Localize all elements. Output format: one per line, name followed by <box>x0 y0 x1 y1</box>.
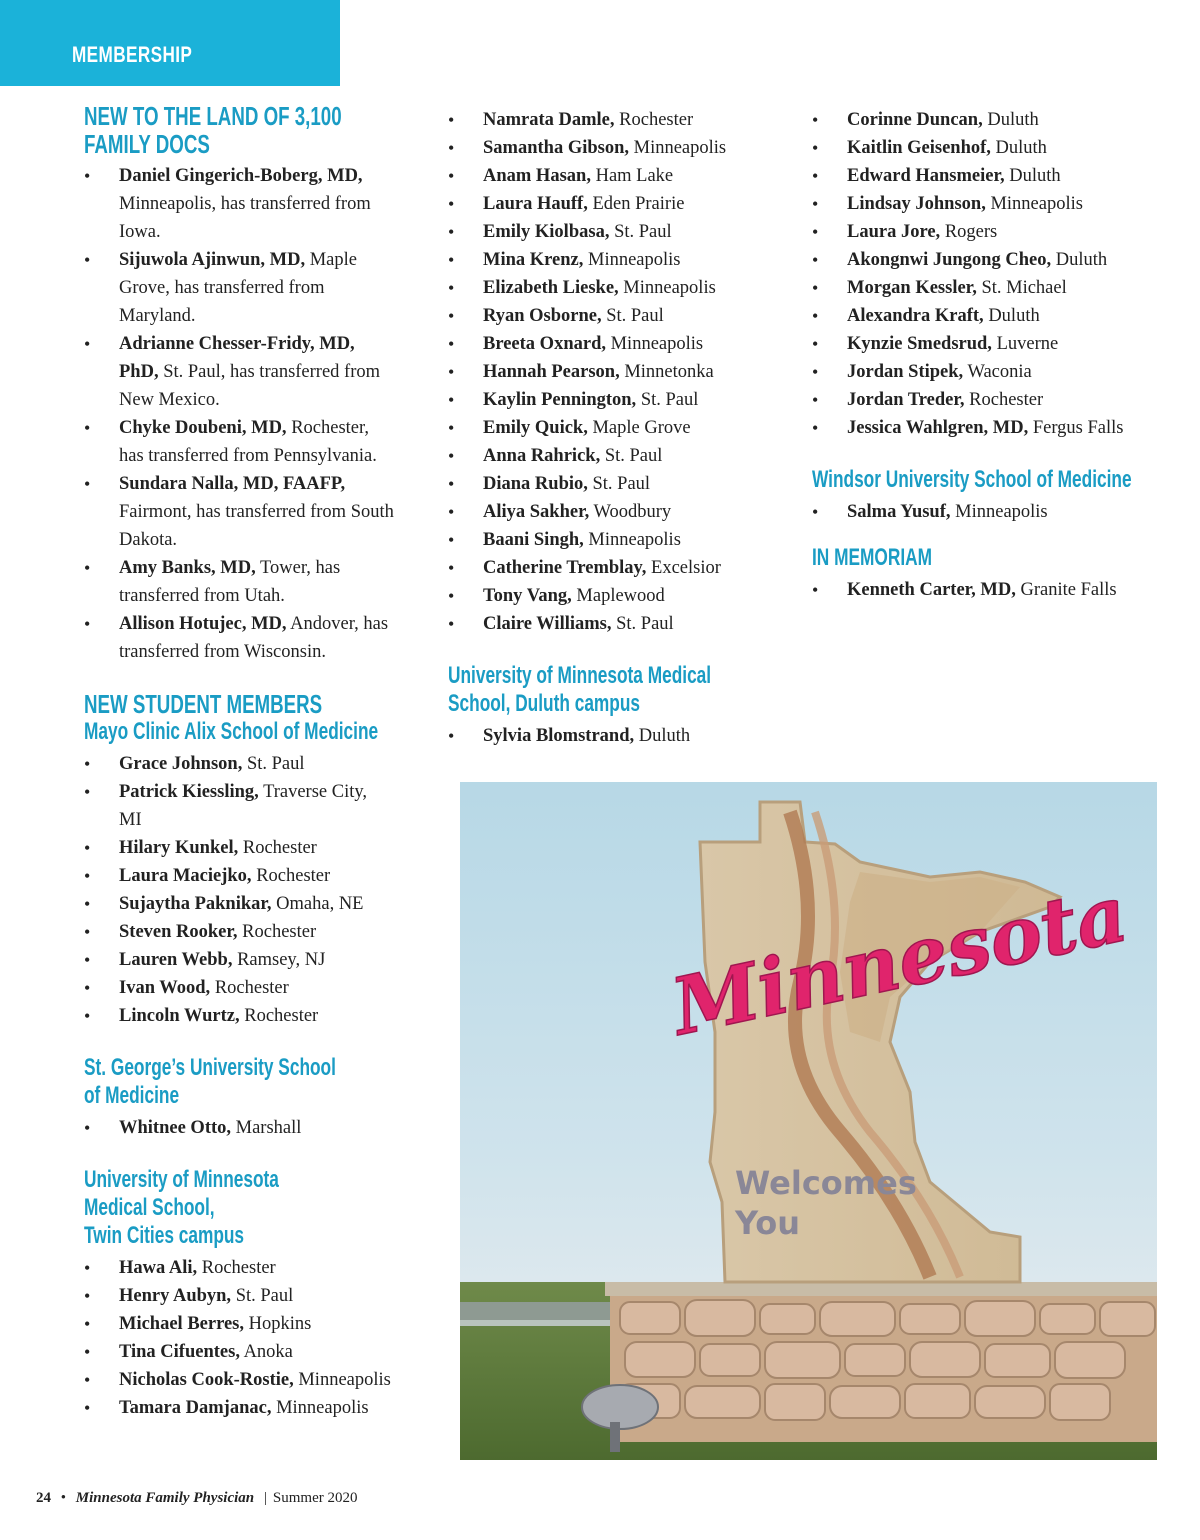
member-name: Breeta Oxnard, <box>483 334 606 354</box>
umn-twin-cities-heading: University of Minnesota Medical School, Twin Cities campus <box>84 1166 279 1249</box>
list-item <box>448 274 768 302</box>
memoriam-list <box>812 576 1172 604</box>
member-detail: St. Paul <box>601 306 664 326</box>
list-item <box>448 190 768 218</box>
umn-duluth-list-cont <box>812 106 1172 442</box>
list-item <box>448 610 768 638</box>
member-name: Tina Cifuentes, <box>119 1342 240 1362</box>
stgeorge-list <box>84 1114 394 1142</box>
column-2 <box>448 102 768 750</box>
member-name: Nicholas Cook-Rostie, <box>119 1370 294 1390</box>
windsor-heading: Windsor University School of Medicine <box>812 466 1132 493</box>
list-item <box>812 246 1172 274</box>
list-item <box>84 918 394 946</box>
member-detail: Minneapolis <box>950 502 1048 522</box>
page-number: 24 <box>36 1490 51 1506</box>
member-name: Sylvia Blomstrand, <box>483 726 635 746</box>
member-detail: Tower, has transferred from Utah. <box>119 558 341 606</box>
member-name: Sijuwola Ajinwun, MD, <box>119 250 306 270</box>
mayo-heading: Mayo Clinic Alix School of Medicine <box>84 718 379 745</box>
list-item <box>448 582 768 610</box>
member-detail: Rochester, has transferred from Pennsylvania. <box>119 418 377 466</box>
member-name: Akongnwi Jungong Cheo, <box>847 250 1052 270</box>
list-item <box>84 750 394 778</box>
transfer-list <box>84 162 394 666</box>
list-item <box>84 470 394 554</box>
list-item <box>448 106 768 134</box>
list-item <box>84 1338 394 1366</box>
member-detail: Marshall <box>231 1118 302 1138</box>
list-item <box>84 778 394 834</box>
member-detail: Granite Falls <box>1015 580 1117 600</box>
list-item <box>812 274 1172 302</box>
list-item <box>448 722 768 750</box>
member-detail: St. Paul <box>600 446 663 466</box>
list-item <box>812 190 1172 218</box>
sign-script: Minnesota <box>664 868 1135 1054</box>
member-detail: Minneapolis <box>985 194 1083 214</box>
member-name: Mina Krenz, <box>483 250 584 270</box>
member-name: Tamara Damjanac, <box>119 1398 272 1418</box>
list-item <box>448 162 768 190</box>
member-name: Henry Aubyn, <box>119 1286 232 1306</box>
member-name: Elizabeth Lieske, <box>483 278 619 298</box>
list-item <box>812 498 1172 526</box>
list-item <box>448 246 768 274</box>
student-members-heading: NEW STUDENT MEMBERS <box>84 689 323 719</box>
member-name: Steven Rooker, <box>119 922 238 942</box>
member-detail: Minneapolis <box>618 278 716 298</box>
list-item <box>84 414 394 470</box>
member-name: Whitnee Otto, <box>119 1118 232 1138</box>
member-detail: Minneapolis <box>629 138 727 158</box>
list-item <box>812 386 1172 414</box>
list-item <box>84 554 394 610</box>
member-detail: Maplewood <box>571 586 665 606</box>
member-name: Hannah Pearson, <box>483 362 620 382</box>
list-item <box>448 414 768 442</box>
member-detail: Rochester <box>251 866 331 886</box>
footer-bullet: • <box>60 1490 67 1506</box>
member-detail: St. Paul <box>587 474 651 494</box>
member-name: Michael Berres, <box>119 1314 245 1334</box>
member-detail: St. Paul <box>231 1286 294 1306</box>
member-detail: Duluth <box>1004 166 1061 186</box>
list-item <box>448 358 768 386</box>
member-name: Anna Rahrick, <box>483 446 601 466</box>
member-name: Tony Vang, <box>483 586 572 606</box>
member-name: Patrick Kiessling, <box>119 782 259 802</box>
member-name: Namrata Damle, <box>483 110 615 130</box>
member-name: Sujaytha Paknikar, <box>119 894 272 914</box>
member-detail: St. Paul <box>636 390 699 410</box>
umn-twin-cities-list <box>84 1254 394 1422</box>
stgeorge-heading: St. George’s University School of Medicine <box>84 1054 336 1109</box>
member-name: Kaylin Pennington, <box>483 390 637 410</box>
member-name: Allison Hotujec, MD, <box>119 614 287 634</box>
member-detail: Rochester <box>239 1006 319 1026</box>
member-detail: St. Paul <box>611 614 674 634</box>
member-detail: Hopkins <box>244 1314 312 1334</box>
member-detail: Anoka <box>239 1342 293 1362</box>
sign-you: You <box>735 1204 800 1242</box>
issue-date: Summer 2020 <box>272 1490 358 1506</box>
list-item <box>84 246 394 330</box>
member-name: Amy Banks, MD, <box>119 558 256 578</box>
member-name: Catherine Tremblay, <box>483 558 647 578</box>
member-detail: Rogers <box>940 222 998 242</box>
list-item <box>84 1310 394 1338</box>
member-name: Laura Maciejko, <box>119 866 252 886</box>
list-item <box>812 162 1172 190</box>
member-detail: Woodbury <box>589 502 672 522</box>
list-item <box>84 862 394 890</box>
member-name: Kaitlin Geisenhof, <box>847 138 991 158</box>
member-detail: Maple Grove, has transferred from Maryland. <box>119 250 357 326</box>
umn-duluth-list <box>448 722 768 750</box>
member-name: Anam Hasan, <box>483 166 591 186</box>
member-name: Jessica Wahlgren, MD, <box>847 418 1029 438</box>
member-name: Alexandra Kraft, <box>847 306 984 326</box>
list-item <box>448 554 768 582</box>
member-detail: St. Paul, has transferred from New Mexico. <box>119 362 381 410</box>
member-detail: Minneapolis, has transferred from Iowa. <box>119 194 371 242</box>
list-item <box>84 330 394 414</box>
list-item <box>812 134 1172 162</box>
member-detail: Excelsior <box>646 558 721 578</box>
list-item <box>448 442 768 470</box>
member-name: Chyke Doubeni, MD, <box>119 418 287 438</box>
member-name: Jordan Stipek, <box>847 362 964 382</box>
member-name: Salma Yusuf, <box>847 502 951 522</box>
windsor-list <box>812 498 1172 526</box>
member-detail: Andover, has transferred from Wisconsin. <box>119 614 389 662</box>
member-name: Grace Johnson, <box>119 754 243 774</box>
list-item <box>812 218 1172 246</box>
member-name: Lindsay Johnson, <box>847 194 986 214</box>
transfer-heading: NEW TO THE LAND OF 3,100 FAMILY DOCS <box>84 101 342 159</box>
member-name: Laura Jore, <box>847 222 941 242</box>
memoriam-heading: IN MEMORIAM <box>812 544 932 571</box>
member-name: Jordan Treder, <box>847 390 965 410</box>
member-name: Hilary Kunkel, <box>119 838 239 858</box>
member-name: Kynzie Smedsrud, <box>847 334 992 354</box>
member-detail: Minneapolis <box>583 250 681 270</box>
member-name: Ryan Osborne, <box>483 306 602 326</box>
member-detail: Minneapolis <box>293 1370 391 1390</box>
section-tab <box>0 0 340 86</box>
member-name: Edward Hansmeier, <box>847 166 1005 186</box>
list-item <box>84 974 394 1002</box>
member-name: Ivan Wood, <box>119 978 211 998</box>
list-item <box>812 576 1172 604</box>
member-name: Aliya Sakher, <box>483 502 590 522</box>
list-item <box>812 302 1172 330</box>
member-detail: St. Paul <box>609 222 672 242</box>
member-detail: Traverse City, MI <box>119 782 368 830</box>
member-detail: Waconia <box>963 362 1032 382</box>
list-item <box>448 498 768 526</box>
member-name: Hawa Ali, <box>119 1258 198 1278</box>
list-item <box>84 1002 394 1030</box>
member-name: Kenneth Carter, MD, <box>847 580 1016 600</box>
list-item <box>812 414 1172 442</box>
member-detail: Fairmont, has transferred from South Dakota. <box>119 502 394 550</box>
list-item <box>812 330 1172 358</box>
member-name: Lauren Webb, <box>119 950 233 970</box>
member-detail: Rochester <box>614 110 694 130</box>
member-name: Diana Rubio, <box>483 474 588 494</box>
member-detail: Duluth <box>1051 250 1108 270</box>
member-detail: Minneapolis <box>271 1398 369 1418</box>
page-footer <box>36 1490 357 1507</box>
member-detail: Rochester <box>964 390 1044 410</box>
list-item <box>812 106 1172 134</box>
list-item <box>84 610 394 666</box>
sign-welcomes: Welcomes <box>735 1164 917 1202</box>
member-detail: Fergus Falls <box>1028 418 1124 438</box>
list-item <box>448 134 768 162</box>
member-detail: St. Michael <box>976 278 1067 298</box>
member-detail: St. Paul <box>242 754 305 774</box>
list-item <box>84 1282 394 1310</box>
member-detail: Eden Prairie <box>587 194 685 214</box>
member-detail: Minneapolis <box>583 530 681 550</box>
member-detail: Rochester <box>238 838 317 858</box>
member-name: Sundara Nalla, MD, FAAFP, <box>119 474 346 494</box>
list-item <box>448 330 768 358</box>
list-item <box>448 302 768 330</box>
member-detail: Minneapolis <box>605 334 704 354</box>
member-name: Baani Singh, <box>483 530 584 550</box>
member-detail: Duluth <box>634 726 691 746</box>
member-name: Emily Quick, <box>483 418 588 438</box>
list-item <box>84 890 394 918</box>
member-name: Daniel Gingerich-Boberg, MD, <box>119 166 363 186</box>
member-detail: Rochester <box>197 1258 276 1278</box>
list-item <box>84 834 394 862</box>
member-detail: Duluth <box>983 306 1040 326</box>
list-item <box>448 218 768 246</box>
member-name: Corinne Duncan, <box>847 110 983 130</box>
list-item <box>84 1254 394 1282</box>
member-name: Lincoln Wurtz, <box>119 1006 240 1026</box>
list-item <box>448 470 768 498</box>
member-name: Claire Williams, <box>483 614 612 634</box>
list-item <box>84 946 394 974</box>
list-item <box>448 386 768 414</box>
column-1 <box>84 102 394 1422</box>
umn-duluth-heading: University of Minnesota Medical School, Duluth campus <box>448 662 712 717</box>
member-name: Emily Kiolbasa, <box>483 222 610 242</box>
list-item <box>448 526 768 554</box>
member-name: Morgan Kessler, <box>847 278 977 298</box>
member-detail: Rochester <box>237 922 317 942</box>
umn-twin-cities-list-cont <box>448 106 768 638</box>
list-item <box>84 1114 394 1142</box>
member-detail: Minnetonka <box>619 362 714 382</box>
member-name: Laura Hauff, <box>483 194 588 214</box>
footer-divider: | <box>263 1490 267 1506</box>
member-detail: Duluth <box>982 110 1039 130</box>
list-item <box>84 162 394 246</box>
list-item <box>84 1394 394 1422</box>
column-3 <box>812 102 1172 604</box>
member-detail: Luverne <box>991 334 1059 354</box>
member-detail: Maple Grove <box>587 418 691 438</box>
publication-name: Minnesota Family Physician <box>75 1490 255 1506</box>
mayo-list <box>84 750 394 1030</box>
member-detail: Omaha, NE <box>271 894 364 914</box>
member-detail: Duluth <box>990 138 1047 158</box>
member-name: Adrianne Chesser-Fridy, MD, PhD, <box>119 334 355 382</box>
member-detail: Rochester <box>210 978 289 998</box>
minnesota-welcome-sign-photo <box>460 782 1157 1460</box>
member-name: Samantha Gibson, <box>483 138 629 158</box>
list-item <box>84 1366 394 1394</box>
member-detail: Ham Lake <box>590 166 674 186</box>
member-detail: Ramsey, NJ <box>232 950 326 970</box>
list-item <box>812 358 1172 386</box>
section-tab-label: MEMBERSHIP <box>72 42 193 67</box>
